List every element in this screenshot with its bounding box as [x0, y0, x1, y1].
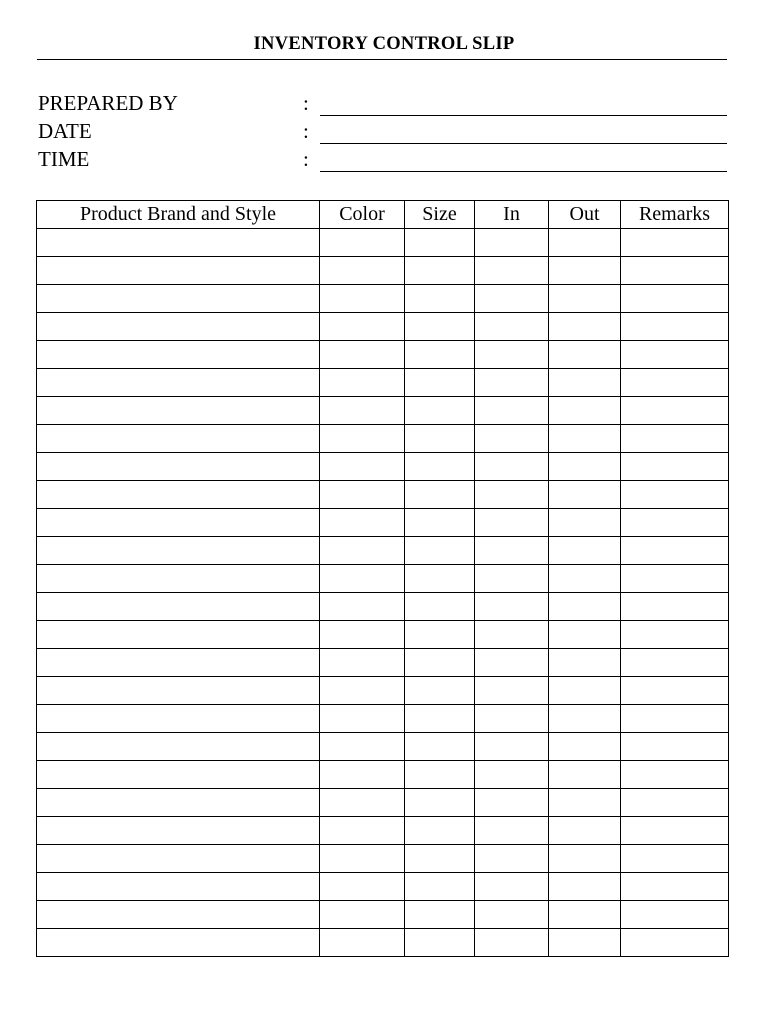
- table-cell-out[interactable]: [549, 257, 621, 285]
- table-cell-product[interactable]: [37, 565, 320, 593]
- table-cell-product[interactable]: [37, 845, 320, 873]
- prepared-by-blank-line[interactable]: [320, 115, 727, 116]
- table-cell-color[interactable]: [320, 285, 405, 313]
- table-cell-color[interactable]: [320, 369, 405, 397]
- table-cell-product[interactable]: [37, 509, 320, 537]
- table-cell-size[interactable]: [405, 481, 475, 509]
- table-cell-product[interactable]: [37, 593, 320, 621]
- table-cell-out[interactable]: [549, 621, 621, 649]
- table-header-row: [37, 201, 729, 229]
- table-cell-in[interactable]: [475, 397, 549, 425]
- table-cell-remarks[interactable]: [621, 313, 729, 341]
- table-cell-remarks[interactable]: [621, 229, 729, 257]
- table-row: [37, 789, 729, 817]
- field-colon: :: [303, 147, 309, 171]
- table-cell-in[interactable]: [475, 789, 549, 817]
- table-cell-size[interactable]: [405, 733, 475, 761]
- table-cell-remarks[interactable]: [621, 369, 729, 397]
- table-row: [37, 453, 729, 481]
- table-cell-size[interactable]: [405, 929, 475, 957]
- table-cell-out[interactable]: [549, 509, 621, 537]
- table-cell-product[interactable]: [37, 789, 320, 817]
- table-cell-size[interactable]: [405, 397, 475, 425]
- table-cell-in[interactable]: [475, 929, 549, 957]
- table-cell-product[interactable]: [37, 621, 320, 649]
- table-cell-in[interactable]: [475, 509, 549, 537]
- table-cell-product[interactable]: [37, 425, 320, 453]
- table-cell-color[interactable]: [320, 705, 405, 733]
- table-cell-out[interactable]: [549, 341, 621, 369]
- table-cell-color[interactable]: [320, 453, 405, 481]
- table-row: [37, 901, 729, 929]
- table-cell-in[interactable]: [475, 341, 549, 369]
- table-row: [37, 285, 729, 313]
- table-cell-out[interactable]: [549, 537, 621, 565]
- table-cell-remarks[interactable]: [621, 537, 729, 565]
- table-cell-remarks[interactable]: [621, 481, 729, 509]
- title-underline: [37, 59, 727, 60]
- table-row: [37, 313, 729, 341]
- table-cell-size[interactable]: [405, 453, 475, 481]
- table-cell-remarks[interactable]: [621, 397, 729, 425]
- table-cell-size[interactable]: [405, 369, 475, 397]
- table-cell-product[interactable]: [37, 901, 320, 929]
- table-cell-remarks[interactable]: [621, 425, 729, 453]
- table-cell-size[interactable]: [405, 285, 475, 313]
- table-row: [37, 677, 729, 705]
- table-cell-color[interactable]: [320, 509, 405, 537]
- table-cell-in[interactable]: [475, 677, 549, 705]
- table-cell-remarks[interactable]: [621, 593, 729, 621]
- table-cell-product[interactable]: [37, 649, 320, 677]
- table-cell-product[interactable]: [37, 481, 320, 509]
- field-label-time: TIME: [38, 147, 90, 171]
- table-cell-out[interactable]: [549, 845, 621, 873]
- table-cell-out[interactable]: [549, 929, 621, 957]
- table-cell-color[interactable]: [320, 845, 405, 873]
- table-cell-out[interactable]: [549, 705, 621, 733]
- table-cell-size[interactable]: [405, 537, 475, 565]
- table-cell-size[interactable]: [405, 341, 475, 369]
- table-cell-out[interactable]: [549, 481, 621, 509]
- table-cell-size[interactable]: [405, 845, 475, 873]
- table-cell-color[interactable]: [320, 565, 405, 593]
- inventory-table: [36, 200, 729, 957]
- table-body: [37, 229, 729, 957]
- table-cell-color[interactable]: [320, 789, 405, 817]
- table-cell-in[interactable]: [475, 817, 549, 845]
- table-cell-out[interactable]: [549, 817, 621, 845]
- table-cell-remarks[interactable]: [621, 929, 729, 957]
- field-prepared-by: [0, 91, 768, 119]
- table-cell-out[interactable]: [549, 901, 621, 929]
- table-cell-in[interactable]: [475, 481, 549, 509]
- table-row: [37, 733, 729, 761]
- column-header-size: Size: [405, 201, 475, 229]
- table-cell-remarks[interactable]: [621, 285, 729, 313]
- table-cell-out[interactable]: [549, 565, 621, 593]
- table-cell-color[interactable]: [320, 649, 405, 677]
- table-cell-size[interactable]: [405, 593, 475, 621]
- table-cell-product[interactable]: [37, 285, 320, 313]
- table-cell-remarks[interactable]: [621, 705, 729, 733]
- table-cell-size[interactable]: [405, 649, 475, 677]
- table-cell-remarks[interactable]: [621, 257, 729, 285]
- table-cell-product[interactable]: [37, 397, 320, 425]
- table-cell-color[interactable]: [320, 313, 405, 341]
- table-cell-remarks[interactable]: [621, 733, 729, 761]
- table-cell-out[interactable]: [549, 761, 621, 789]
- table-cell-color[interactable]: [320, 537, 405, 565]
- table-cell-product[interactable]: [37, 229, 320, 257]
- table-row: [37, 537, 729, 565]
- field-date: [0, 119, 768, 147]
- table-row: [37, 593, 729, 621]
- table-cell-size[interactable]: [405, 901, 475, 929]
- table-cell-size[interactable]: [405, 565, 475, 593]
- column-header-product-brand-style: Product Brand and Style: [37, 201, 320, 229]
- table-cell-product[interactable]: [37, 257, 320, 285]
- table-row: [37, 341, 729, 369]
- table-cell-in[interactable]: [475, 593, 549, 621]
- table-cell-in[interactable]: [475, 705, 549, 733]
- table-cell-out[interactable]: [549, 593, 621, 621]
- table-cell-product[interactable]: [37, 761, 320, 789]
- table-cell-product[interactable]: [37, 369, 320, 397]
- table-cell-in[interactable]: [475, 733, 549, 761]
- table-cell-out[interactable]: [549, 453, 621, 481]
- table-cell-remarks[interactable]: [621, 453, 729, 481]
- table-cell-remarks[interactable]: [621, 677, 729, 705]
- table-cell-in[interactable]: [475, 873, 549, 901]
- table-cell-size[interactable]: [405, 425, 475, 453]
- table-row: [37, 369, 729, 397]
- table-cell-color[interactable]: [320, 733, 405, 761]
- table-row: [37, 845, 729, 873]
- table-cell-color[interactable]: [320, 341, 405, 369]
- column-header-color: Color: [320, 201, 405, 229]
- table-cell-in[interactable]: [475, 313, 549, 341]
- table-cell-product[interactable]: [37, 873, 320, 901]
- column-header-in: In: [475, 201, 549, 229]
- table-cell-size[interactable]: [405, 621, 475, 649]
- table-cell-remarks[interactable]: [621, 901, 729, 929]
- date-blank-line[interactable]: [320, 143, 727, 144]
- table-cell-color[interactable]: [320, 761, 405, 789]
- table-cell-size[interactable]: [405, 677, 475, 705]
- table-cell-remarks[interactable]: [621, 845, 729, 873]
- table-cell-in[interactable]: [475, 845, 549, 873]
- table-cell-size[interactable]: [405, 761, 475, 789]
- table-cell-size[interactable]: [405, 509, 475, 537]
- table-cell-color[interactable]: [320, 481, 405, 509]
- table-cell-color[interactable]: [320, 397, 405, 425]
- table-cell-remarks[interactable]: [621, 341, 729, 369]
- table-cell-in[interactable]: [475, 229, 549, 257]
- table-cell-remarks[interactable]: [621, 789, 729, 817]
- table-cell-remarks[interactable]: [621, 873, 729, 901]
- table-cell-in[interactable]: [475, 649, 549, 677]
- table-cell-product[interactable]: [37, 537, 320, 565]
- table-cell-out[interactable]: [549, 677, 621, 705]
- table-cell-product[interactable]: [37, 313, 320, 341]
- table-cell-color[interactable]: [320, 257, 405, 285]
- table-cell-size[interactable]: [405, 313, 475, 341]
- field-colon: :: [303, 91, 309, 115]
- table-cell-out[interactable]: [549, 229, 621, 257]
- table-row: [37, 257, 729, 285]
- table-cell-out[interactable]: [549, 285, 621, 313]
- table-row: [37, 509, 729, 537]
- table-row: [37, 761, 729, 789]
- table-cell-remarks[interactable]: [621, 649, 729, 677]
- table-cell-size[interactable]: [405, 817, 475, 845]
- table-cell-remarks[interactable]: [621, 509, 729, 537]
- table-cell-out[interactable]: [549, 873, 621, 901]
- table-cell-size[interactable]: [405, 873, 475, 901]
- table-row: [37, 425, 729, 453]
- table-cell-in[interactable]: [475, 901, 549, 929]
- table-cell-product[interactable]: [37, 733, 320, 761]
- table-cell-out[interactable]: [549, 425, 621, 453]
- table-cell-color[interactable]: [320, 873, 405, 901]
- table-cell-color[interactable]: [320, 621, 405, 649]
- table-cell-color[interactable]: [320, 425, 405, 453]
- table-cell-in[interactable]: [475, 257, 549, 285]
- table-cell-out[interactable]: [549, 313, 621, 341]
- table-cell-out[interactable]: [549, 789, 621, 817]
- table-row: [37, 929, 729, 957]
- table-cell-product[interactable]: [37, 677, 320, 705]
- table-cell-color[interactable]: [320, 593, 405, 621]
- table-cell-product[interactable]: [37, 929, 320, 957]
- table-cell-size[interactable]: [405, 705, 475, 733]
- table-cell-size[interactable]: [405, 789, 475, 817]
- table-cell-out[interactable]: [549, 733, 621, 761]
- table-cell-out[interactable]: [549, 397, 621, 425]
- table-cell-in[interactable]: [475, 761, 549, 789]
- table-cell-out[interactable]: [549, 369, 621, 397]
- field-label-date: DATE: [38, 119, 92, 143]
- table-cell-product[interactable]: [37, 453, 320, 481]
- column-header-remarks: Remarks: [621, 201, 729, 229]
- column-header-out: Out: [549, 201, 621, 229]
- table-cell-remarks[interactable]: [621, 761, 729, 789]
- table-row: [37, 705, 729, 733]
- field-time: [0, 147, 768, 175]
- table-cell-product[interactable]: [37, 817, 320, 845]
- table-cell-in[interactable]: [475, 425, 549, 453]
- table-cell-in[interactable]: [475, 565, 549, 593]
- table-cell-color[interactable]: [320, 817, 405, 845]
- table-cell-color[interactable]: [320, 901, 405, 929]
- table-cell-remarks[interactable]: [621, 621, 729, 649]
- table-cell-in[interactable]: [475, 369, 549, 397]
- time-blank-line[interactable]: [320, 171, 727, 172]
- table-cell-size[interactable]: [405, 257, 475, 285]
- table-cell-remarks[interactable]: [621, 565, 729, 593]
- table-cell-out[interactable]: [549, 649, 621, 677]
- table-row: [37, 649, 729, 677]
- table-cell-remarks[interactable]: [621, 817, 729, 845]
- document-title: INVENTORY CONTROL SLIP: [253, 34, 515, 54]
- table-row: [37, 397, 729, 425]
- table-cell-in[interactable]: [475, 621, 549, 649]
- table-cell-color[interactable]: [320, 677, 405, 705]
- table-cell-size[interactable]: [405, 229, 475, 257]
- table-cell-in[interactable]: [475, 285, 549, 313]
- table-row: [37, 481, 729, 509]
- table-cell-in[interactable]: [475, 537, 549, 565]
- field-colon: :: [303, 119, 309, 143]
- table-row: [37, 229, 729, 257]
- table-cell-color[interactable]: [320, 929, 405, 957]
- table-row: [37, 621, 729, 649]
- table-row: [37, 817, 729, 845]
- table-cell-in[interactable]: [475, 453, 549, 481]
- table-cell-product[interactable]: [37, 705, 320, 733]
- table-cell-product[interactable]: [37, 341, 320, 369]
- table-cell-color[interactable]: [320, 229, 405, 257]
- field-label-prepared-by: PREPARED BY: [38, 91, 178, 115]
- table-row: [37, 873, 729, 901]
- table-row: [37, 565, 729, 593]
